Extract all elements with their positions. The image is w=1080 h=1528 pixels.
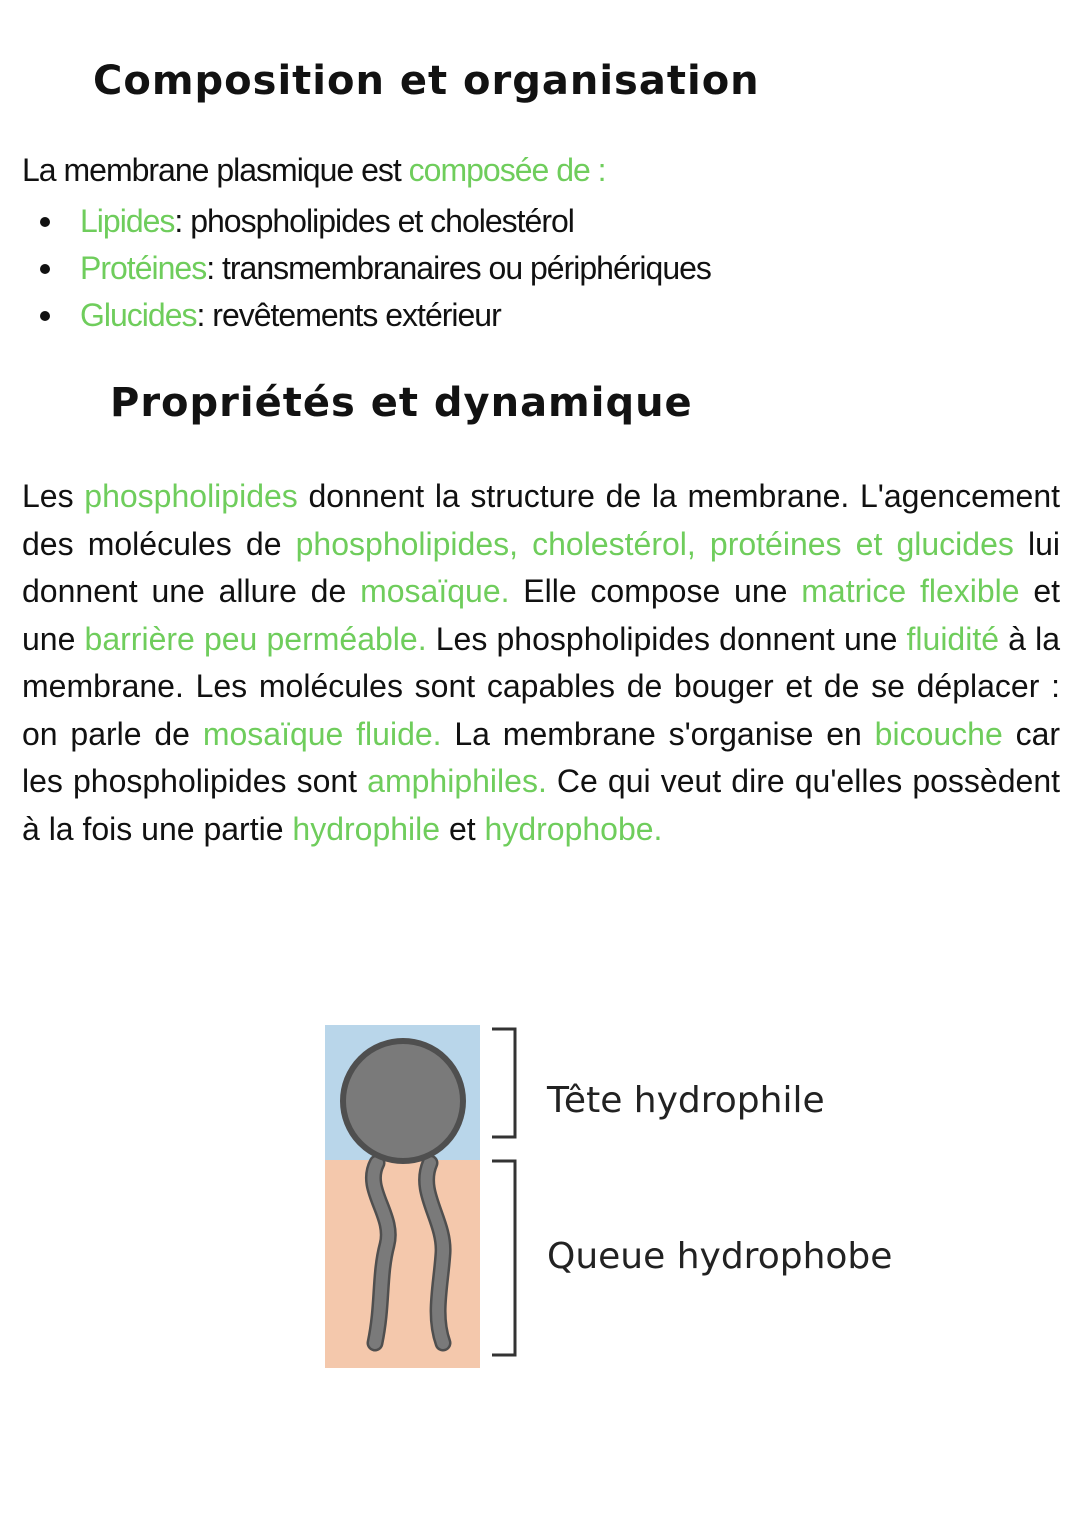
highlight-term: hydrophile (292, 810, 441, 847)
list-term: Lipides (80, 203, 175, 239)
section-title-proprietes: Propriétés et dynamique (110, 380, 693, 426)
highlight-term: phospholipides, cholestérol, protéines et glucides (295, 525, 1014, 562)
tail-label: Queue hydrophobe (547, 1236, 893, 1277)
paragraph-text: car les phospholipides sont (22, 715, 1061, 799)
properties-paragraph (22, 473, 1060, 853)
phospholipid-figure (325, 1025, 925, 1370)
highlight-term: matrice flexible (801, 573, 1020, 609)
list-term: Protéines (80, 250, 207, 286)
intro-text: La membrane plasmique est (22, 152, 409, 188)
paragraph-text: donnent la structure de la membrane. L'agencement des molécules de (22, 478, 1061, 562)
paragraph-text: à la membrane. Les molécules sont capables de bouger et de se déplacer : on parle de (22, 620, 1061, 752)
intro-sentence (22, 152, 606, 189)
lipid-zone (325, 1160, 480, 1368)
intro-highlight: composée de : (408, 152, 606, 188)
paragraph-text: La membrane s'organise en (441, 715, 875, 752)
bullet-icon (40, 217, 50, 227)
highlight-term: amphiphiles. (367, 763, 547, 799)
highlight-term: mosaïque. (360, 573, 510, 609)
list-item-glucides (40, 292, 711, 339)
section-title-composition: Composition et organisation (93, 58, 760, 104)
paragraph-text: et une (22, 573, 1061, 657)
bullet-icon (40, 311, 50, 321)
list-item-lipides (40, 198, 711, 245)
polar-head (343, 1041, 463, 1161)
bullet-icon (40, 264, 50, 274)
highlight-term: phospholipides (84, 478, 298, 514)
composition-list (40, 198, 711, 339)
paragraph-text: Les (22, 478, 85, 514)
highlight-term: mosaïque fluide. (202, 715, 442, 752)
paragraph-text: lui donnent une allure de (22, 525, 1061, 609)
highlight-term: bicouche (874, 715, 1003, 752)
list-description: : revêtements extérieur (196, 297, 501, 333)
list-term: Glucides (80, 297, 197, 333)
list-description: : phospholipides et cholestérol (174, 203, 574, 239)
paragraph-text: et (440, 810, 485, 847)
highlight-term: hydrophobe. (484, 810, 663, 847)
list-description: : transmembranaires ou périphériques (206, 250, 711, 286)
paragraph-text: Les phospholipides donnent une (426, 620, 907, 657)
head-label: Tête hydrophile (547, 1080, 825, 1121)
paragraph-text: Elle compose une (509, 573, 802, 609)
bracket-tail (492, 1161, 515, 1355)
bracket-head (492, 1029, 515, 1137)
highlight-term: barrière peu perméable. (84, 620, 427, 657)
paragraph-text: Ce qui veut dire qu'elles possèdent à la fois une partie (22, 763, 1061, 847)
list-item-proteines (40, 245, 711, 292)
highlight-term: fluidité (906, 620, 1000, 657)
